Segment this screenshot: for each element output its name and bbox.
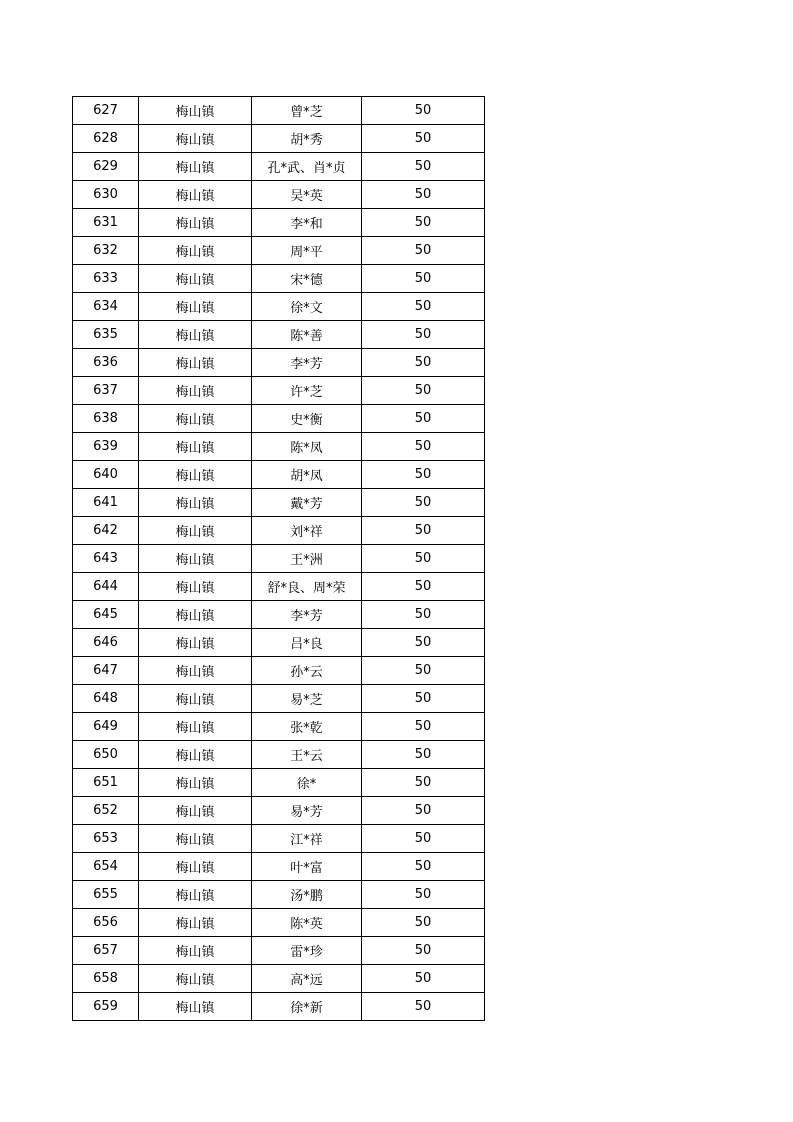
name-cell: 舒*良、周*荣 — [252, 573, 362, 601]
amount-cell: 50 — [362, 517, 485, 545]
table-row — [73, 965, 485, 993]
table-row — [73, 601, 485, 629]
row-number-cell: 639 — [73, 433, 139, 461]
row-number-cell: 630 — [73, 181, 139, 209]
row-number-cell: 657 — [73, 937, 139, 965]
name-cell: 吴*英 — [252, 181, 362, 209]
amount-cell: 50 — [362, 181, 485, 209]
row-number-cell: 658 — [73, 965, 139, 993]
table-row — [73, 97, 485, 125]
table-row — [73, 657, 485, 685]
name-cell: 王*洲 — [252, 545, 362, 573]
town-cell: 梅山镇 — [139, 545, 252, 573]
row-number-cell: 635 — [73, 321, 139, 349]
table-row — [73, 209, 485, 237]
table-row — [73, 825, 485, 853]
amount-cell: 50 — [362, 545, 485, 573]
name-cell: 高*远 — [252, 965, 362, 993]
name-cell: 李*和 — [252, 209, 362, 237]
name-cell: 刘*祥 — [252, 517, 362, 545]
town-cell: 梅山镇 — [139, 97, 252, 125]
amount-cell: 50 — [362, 237, 485, 265]
name-cell: 徐* — [252, 769, 362, 797]
name-cell: 史*衡 — [252, 405, 362, 433]
row-number-cell: 641 — [73, 489, 139, 517]
amount-cell: 50 — [362, 713, 485, 741]
row-number-cell: 659 — [73, 993, 139, 1021]
town-cell: 梅山镇 — [139, 573, 252, 601]
name-cell: 张*乾 — [252, 713, 362, 741]
name-cell: 胡*秀 — [252, 125, 362, 153]
town-cell: 梅山镇 — [139, 209, 252, 237]
name-cell: 胡*凤 — [252, 461, 362, 489]
town-cell: 梅山镇 — [139, 769, 252, 797]
amount-cell: 50 — [362, 489, 485, 517]
table-row — [73, 573, 485, 601]
town-cell: 梅山镇 — [139, 377, 252, 405]
row-number-cell: 627 — [73, 97, 139, 125]
table-row — [73, 993, 485, 1021]
amount-cell: 50 — [362, 573, 485, 601]
town-cell: 梅山镇 — [139, 125, 252, 153]
row-number-cell: 644 — [73, 573, 139, 601]
amount-cell: 50 — [362, 657, 485, 685]
name-cell: 易*芳 — [252, 797, 362, 825]
amount-cell: 50 — [362, 965, 485, 993]
amount-cell: 50 — [362, 909, 485, 937]
name-cell: 陈*善 — [252, 321, 362, 349]
amount-cell: 50 — [362, 769, 485, 797]
row-number-cell: 651 — [73, 769, 139, 797]
amount-cell: 50 — [362, 293, 485, 321]
amount-cell: 50 — [362, 209, 485, 237]
row-number-cell: 648 — [73, 685, 139, 713]
row-number-cell: 633 — [73, 265, 139, 293]
table-body — [73, 97, 485, 1021]
town-cell: 梅山镇 — [139, 181, 252, 209]
table-row — [73, 685, 485, 713]
amount-cell: 50 — [362, 321, 485, 349]
name-cell: 宋*德 — [252, 265, 362, 293]
row-number-cell: 638 — [73, 405, 139, 433]
table-row — [73, 545, 485, 573]
amount-cell: 50 — [362, 97, 485, 125]
row-number-cell: 654 — [73, 853, 139, 881]
row-number-cell: 649 — [73, 713, 139, 741]
row-number-cell: 647 — [73, 657, 139, 685]
row-number-cell: 637 — [73, 377, 139, 405]
name-cell: 易*芝 — [252, 685, 362, 713]
table-row — [73, 909, 485, 937]
town-cell: 梅山镇 — [139, 685, 252, 713]
town-cell: 梅山镇 — [139, 265, 252, 293]
row-number-cell: 636 — [73, 349, 139, 377]
amount-cell: 50 — [362, 741, 485, 769]
name-cell: 徐*文 — [252, 293, 362, 321]
amount-cell: 50 — [362, 461, 485, 489]
town-cell: 梅山镇 — [139, 797, 252, 825]
town-cell: 梅山镇 — [139, 629, 252, 657]
row-number-cell: 642 — [73, 517, 139, 545]
town-cell: 梅山镇 — [139, 853, 252, 881]
name-cell: 戴*芳 — [252, 489, 362, 517]
name-cell: 周*平 — [252, 237, 362, 265]
town-cell: 梅山镇 — [139, 489, 252, 517]
town-cell: 梅山镇 — [139, 321, 252, 349]
name-cell: 叶*富 — [252, 853, 362, 881]
name-cell: 吕*良 — [252, 629, 362, 657]
town-cell: 梅山镇 — [139, 153, 252, 181]
table-row — [73, 349, 485, 377]
row-number-cell: 652 — [73, 797, 139, 825]
row-number-cell: 656 — [73, 909, 139, 937]
name-cell: 曾*芝 — [252, 97, 362, 125]
table-row — [73, 265, 485, 293]
amount-cell: 50 — [362, 853, 485, 881]
table-row — [73, 769, 485, 797]
amount-cell: 50 — [362, 685, 485, 713]
row-number-cell: 634 — [73, 293, 139, 321]
town-cell: 梅山镇 — [139, 601, 252, 629]
town-cell: 梅山镇 — [139, 461, 252, 489]
town-cell: 梅山镇 — [139, 657, 252, 685]
name-cell: 汤*鹏 — [252, 881, 362, 909]
name-cell: 江*祥 — [252, 825, 362, 853]
town-cell: 梅山镇 — [139, 293, 252, 321]
town-cell: 梅山镇 — [139, 349, 252, 377]
town-cell: 梅山镇 — [139, 965, 252, 993]
town-cell: 梅山镇 — [139, 881, 252, 909]
row-number-cell: 631 — [73, 209, 139, 237]
table-row — [73, 517, 485, 545]
name-cell: 许*芝 — [252, 377, 362, 405]
town-cell: 梅山镇 — [139, 433, 252, 461]
table-row — [73, 125, 485, 153]
row-number-cell: 643 — [73, 545, 139, 573]
row-number-cell: 628 — [73, 125, 139, 153]
data-table — [72, 96, 485, 1021]
name-cell: 王*云 — [252, 741, 362, 769]
table-row — [73, 377, 485, 405]
town-cell: 梅山镇 — [139, 993, 252, 1021]
amount-cell: 50 — [362, 629, 485, 657]
row-number-cell: 640 — [73, 461, 139, 489]
table-row — [73, 629, 485, 657]
amount-cell: 50 — [362, 377, 485, 405]
name-cell: 李*芳 — [252, 601, 362, 629]
table-row — [73, 461, 485, 489]
amount-cell: 50 — [362, 993, 485, 1021]
town-cell: 梅山镇 — [139, 517, 252, 545]
table-row — [73, 797, 485, 825]
amount-cell: 50 — [362, 405, 485, 433]
town-cell: 梅山镇 — [139, 741, 252, 769]
name-cell: 孙*云 — [252, 657, 362, 685]
row-number-cell: 645 — [73, 601, 139, 629]
town-cell: 梅山镇 — [139, 713, 252, 741]
table-row — [73, 853, 485, 881]
table-row — [73, 405, 485, 433]
table-row — [73, 937, 485, 965]
name-cell: 徐*新 — [252, 993, 362, 1021]
town-cell: 梅山镇 — [139, 937, 252, 965]
table-row — [73, 181, 485, 209]
amount-cell: 50 — [362, 125, 485, 153]
table-row — [73, 237, 485, 265]
amount-cell: 50 — [362, 265, 485, 293]
table-row — [73, 881, 485, 909]
name-cell: 陈*凤 — [252, 433, 362, 461]
row-number-cell: 653 — [73, 825, 139, 853]
town-cell: 梅山镇 — [139, 909, 252, 937]
amount-cell: 50 — [362, 937, 485, 965]
amount-cell: 50 — [362, 153, 485, 181]
amount-cell: 50 — [362, 349, 485, 377]
table-row — [73, 153, 485, 181]
row-number-cell: 632 — [73, 237, 139, 265]
row-number-cell: 650 — [73, 741, 139, 769]
table-row — [73, 489, 485, 517]
row-number-cell: 655 — [73, 881, 139, 909]
name-cell: 李*芳 — [252, 349, 362, 377]
amount-cell: 50 — [362, 433, 485, 461]
town-cell: 梅山镇 — [139, 237, 252, 265]
table-row — [73, 713, 485, 741]
table-row — [73, 741, 485, 769]
name-cell: 陈*英 — [252, 909, 362, 937]
amount-cell: 50 — [362, 601, 485, 629]
table-row — [73, 293, 485, 321]
town-cell: 梅山镇 — [139, 825, 252, 853]
row-number-cell: 629 — [73, 153, 139, 181]
table-row — [73, 433, 485, 461]
town-cell: 梅山镇 — [139, 405, 252, 433]
amount-cell: 50 — [362, 881, 485, 909]
amount-cell: 50 — [362, 797, 485, 825]
row-number-cell: 646 — [73, 629, 139, 657]
name-cell: 孔*武、肖*贞 — [252, 153, 362, 181]
table-row — [73, 321, 485, 349]
amount-cell: 50 — [362, 825, 485, 853]
name-cell: 雷*珍 — [252, 937, 362, 965]
